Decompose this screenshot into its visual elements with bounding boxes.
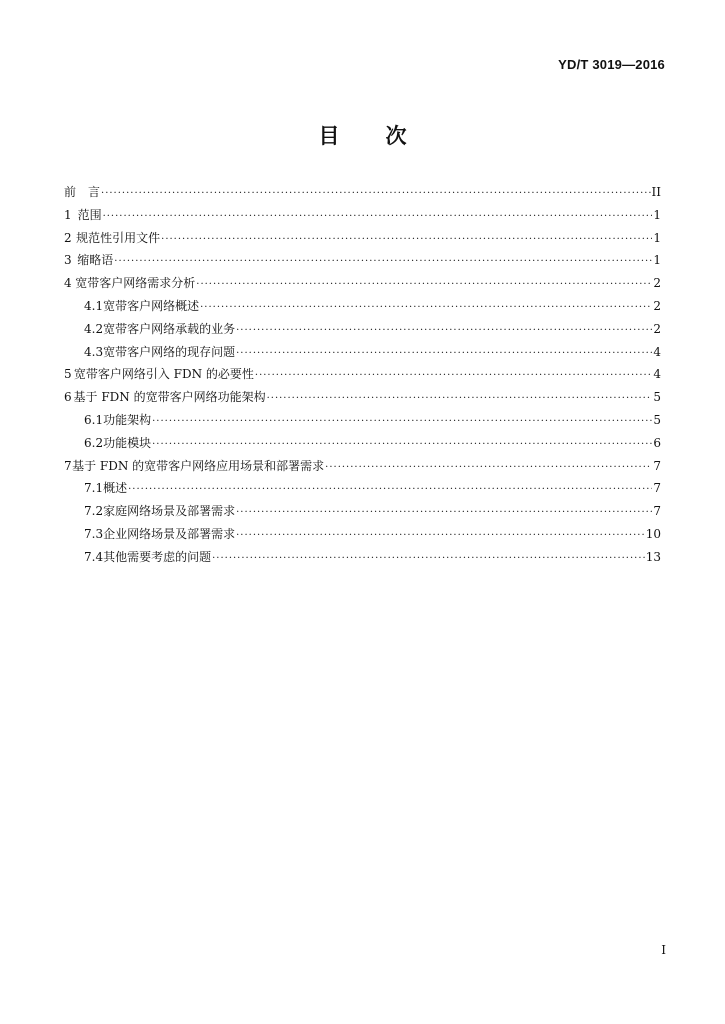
- toc-entry-number: 1: [64, 207, 72, 222]
- toc-entry-title: 功能架构: [103, 412, 152, 427]
- toc-leader-dots: [212, 548, 645, 571]
- toc-leader-dots: [236, 525, 645, 548]
- toc-entry-title: 缩略语: [77, 253, 114, 268]
- toc-entry[interactable]: [64, 318, 661, 341]
- toc-entry-number: 7.1: [84, 481, 104, 496]
- toc-entry-number: 4: [64, 276, 72, 291]
- toc-entry-title: 宽带客户网络的现存问题: [103, 344, 236, 359]
- toc-entry-page: 4: [653, 344, 661, 359]
- toc-leader-dots: [196, 274, 652, 297]
- toc-leader-dots: [200, 297, 652, 320]
- toc-entry-page: 1: [653, 253, 661, 268]
- toc-entry-title: 宽带客户网络承载的业务: [103, 321, 236, 336]
- toc-entry-page: 7: [653, 504, 661, 519]
- toc-entry[interactable]: [64, 523, 661, 546]
- page-number: I: [661, 943, 666, 957]
- toc-entry-page: 7: [653, 481, 661, 496]
- toc-leader-dots: [255, 365, 652, 388]
- toc-entry[interactable]: [64, 500, 661, 523]
- toc-leader-dots: [128, 479, 652, 502]
- toc-entry-page: 5: [653, 390, 661, 405]
- toc-entry-number: 6.2: [84, 435, 104, 450]
- toc-entry-title: 企业网络场景及部署需求: [103, 526, 236, 541]
- toc-entry-number: 7.3: [84, 526, 104, 541]
- toc-leader-dots: [267, 388, 653, 411]
- toc-entry-page: 5: [653, 412, 661, 427]
- table-of-contents: [64, 181, 661, 569]
- toc-leader-dots: [114, 251, 652, 274]
- toc-entry-title: 前 言: [64, 185, 101, 199]
- toc-leader-dots: [236, 320, 652, 343]
- toc-entry-page: 2: [653, 276, 661, 291]
- toc-entry-title: 规范性引用文件: [76, 230, 161, 245]
- toc-entry-title: 家庭网络场景及部署需求: [103, 504, 236, 519]
- toc-entry-number: 7.4: [84, 549, 104, 564]
- toc-entry[interactable]: [64, 386, 661, 409]
- toc-entry[interactable]: [64, 249, 661, 272]
- toc-leader-dots: [161, 229, 652, 252]
- toc-entry-page: II: [651, 185, 661, 199]
- title-char-right: 次: [385, 124, 407, 148]
- toc-entry[interactable]: [64, 272, 661, 295]
- toc-entry[interactable]: [64, 546, 661, 569]
- toc-entry-title: 范围: [77, 207, 102, 222]
- toc-entry[interactable]: [64, 455, 661, 478]
- standard-code: YD/T 3019—2016: [558, 57, 665, 72]
- toc-entry-page: 13: [645, 549, 661, 564]
- toc-leader-dots: [101, 183, 651, 206]
- toc-entry[interactable]: [64, 295, 661, 318]
- toc-entry[interactable]: [64, 477, 661, 500]
- toc-entry-page: 4: [653, 367, 661, 382]
- toc-entry[interactable]: [64, 363, 661, 386]
- toc-entry[interactable]: [64, 227, 661, 250]
- toc-entry-title: 宽带客户网络概述: [103, 298, 200, 313]
- toc-entry[interactable]: [64, 204, 661, 227]
- toc-entry-title: 基于 FDN 的宽带客户网络功能架构: [73, 390, 266, 405]
- toc-entry-page: 10: [645, 526, 661, 541]
- toc-entry-page: 1: [653, 230, 661, 245]
- toc-entry-number: 3: [64, 253, 72, 268]
- title-char-left: 目: [318, 124, 340, 148]
- toc-leader-dots: [103, 206, 653, 229]
- toc-leader-dots: [152, 434, 652, 457]
- toc-leader-dots: [152, 411, 652, 434]
- toc-entry-page: 2: [653, 321, 661, 336]
- toc-entry-page: 2: [653, 298, 661, 313]
- toc-entry[interactable]: [64, 181, 661, 204]
- toc-entry[interactable]: [64, 409, 661, 432]
- toc-entry[interactable]: [64, 432, 661, 455]
- toc-leader-dots: [325, 457, 652, 480]
- toc-entry-number: 4.2: [84, 321, 104, 336]
- toc-entry-page: 1: [653, 207, 661, 222]
- toc-entry-number: 2: [64, 230, 72, 245]
- toc-entry-title: 功能模块: [103, 435, 152, 450]
- page-title: [0, 120, 725, 150]
- toc-leader-dots: [236, 343, 652, 366]
- toc-entry-number: 7: [64, 458, 72, 473]
- toc-entry-title: 宽带客户网络需求分析: [75, 276, 196, 291]
- toc-entry-number: 7.2: [84, 504, 104, 519]
- toc-entry[interactable]: [64, 341, 661, 364]
- toc-entry-number: 6.1: [84, 412, 104, 427]
- toc-entry-number: 5: [64, 367, 72, 382]
- toc-entry-number: 6: [64, 390, 72, 405]
- toc-entry-title: 其他需要考虑的问题: [103, 549, 212, 564]
- toc-entry-number: 4.1: [84, 298, 104, 313]
- toc-leader-dots: [236, 502, 652, 525]
- toc-entry-title: 宽带客户网络引入 FDN 的必要性: [73, 367, 254, 382]
- toc-entry-page: 6: [653, 435, 661, 450]
- toc-entry-title: 基于 FDN 的宽带客户网络应用场景和部署需求: [72, 458, 325, 473]
- toc-entry-page: 7: [653, 458, 661, 473]
- toc-entry-title: 概述: [103, 481, 128, 496]
- toc-entry-number: 4.3: [84, 344, 104, 359]
